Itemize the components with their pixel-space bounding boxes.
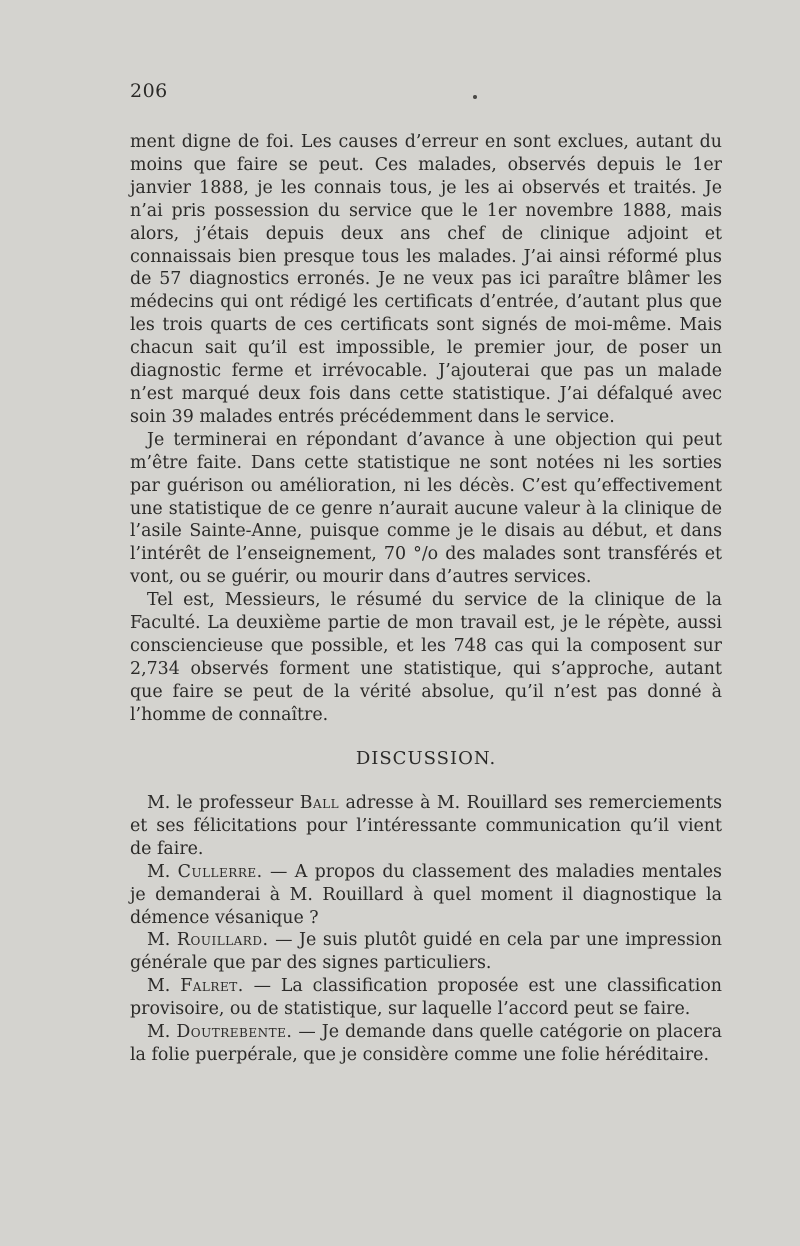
discussion: [130, 792, 722, 1067]
entry-text: — Je demande dans quelle catégorie on placera la folie puerpérale, que je considère comme une folie héréditaire.: [130, 1022, 722, 1065]
entry-text: — A propos du classement des maladies mentales je demanderai à M. Rouillard à quel moment il diagnostique la démence vésanique ?: [130, 861, 722, 928]
speaker-name: Cullerre.: [177, 861, 263, 882]
print-speck: [473, 95, 477, 99]
discussion-entry: [130, 792, 722, 861]
speaker-prefix: M. le professeur: [147, 793, 300, 813]
speaker-prefix: M.: [147, 861, 178, 882]
main-text: [130, 131, 722, 727]
discussion-entry: [130, 929, 722, 975]
paragraph-2: Je terminerai en répondant d’avance à une objection qui peut m’être faite. Dans cette statistique ne sont notées ni les sorties par guérison ou amélioration, ni les décès. C’est qu’effectivement une statistique de ce genre n’aurait aucune valeur à la clinique de l’asile Sainte-Anne, puisque comme je le disais au début, et dans l’intérêt de l’enseignement, 70 °/o des malades sont transférés et vont, ou se guérir, ou mourir dans d’autres services.: [130, 429, 722, 588]
speaker-name: Doutrebente.: [176, 1022, 293, 1043]
discussion-entry: [130, 1021, 722, 1067]
speaker-prefix: M.: [147, 1022, 177, 1043]
entry-text: — La classification proposée est une classification provisoire, ou de statistique, sur laquelle l’accord peut se faire.: [130, 976, 722, 1020]
speaker-prefix: M.: [147, 976, 181, 997]
paragraph-1: ment digne de foi. Les causes d’erreur en sont exclues, autant du moins que faire se peut. Ces malades, observés depuis le 1er janvier 1888, je les connais tous, je les ai observés et traités. Je n’ai pris possession du service que le 1er novembre 1888, mais alors, j’étais depuis deux ans chef de clinique adjoint et connaissais bien presque tous les malades. J’ai ainsi réformé plus de 57 diagnostics erronés. Je ne veux pas ici paraître blâmer les médecins qui ont rédigé les certificats d’entrée, d’autant plus que les trois quarts de ces certificats sont signés de moi-même. Mais chacun sait qu’il est impossible, le premier jour, de poser un diagnostic ferme et irrévocable. J’ajouterai que pas un malade n’est marqué deux fois dans cette statistique. J’ai défalqué avec soin 39 malades entrés précédemment dans le service.: [130, 132, 722, 427]
paragraph-3: Tel est, Messieurs, le résumé du service de la clinique de la Faculté. La deuxième partie de mon travail est, je le répète, aussi consciencieuse que possible, et les 748 cas qui la composent sur 2,734 observés forment une statistique, qui s’approche, autant que faire se peut de la vérité absolue, qu’il n’est pas donné à l’homme de connaître.: [130, 590, 722, 725]
section-heading: DISCUSSION.: [355, 748, 497, 769]
page-number: 206: [130, 80, 168, 102]
speaker-name: Rouillard.: [176, 930, 269, 951]
discussion-entry: [130, 975, 722, 1021]
entry-text: adresse à M. Rouillard ses remerciements et ses félicitations pour l’intéressante communication qu’il vient de faire.: [130, 793, 722, 859]
entry-text: — Je suis plutôt guidé en cela par une impression générale que par des signes particuliers.: [130, 930, 722, 974]
speaker-name: Ball: [299, 793, 340, 813]
speaker-prefix: M.: [147, 930, 177, 951]
discussion-entry: [130, 861, 722, 930]
speaker-name: Falret.: [180, 976, 244, 997]
